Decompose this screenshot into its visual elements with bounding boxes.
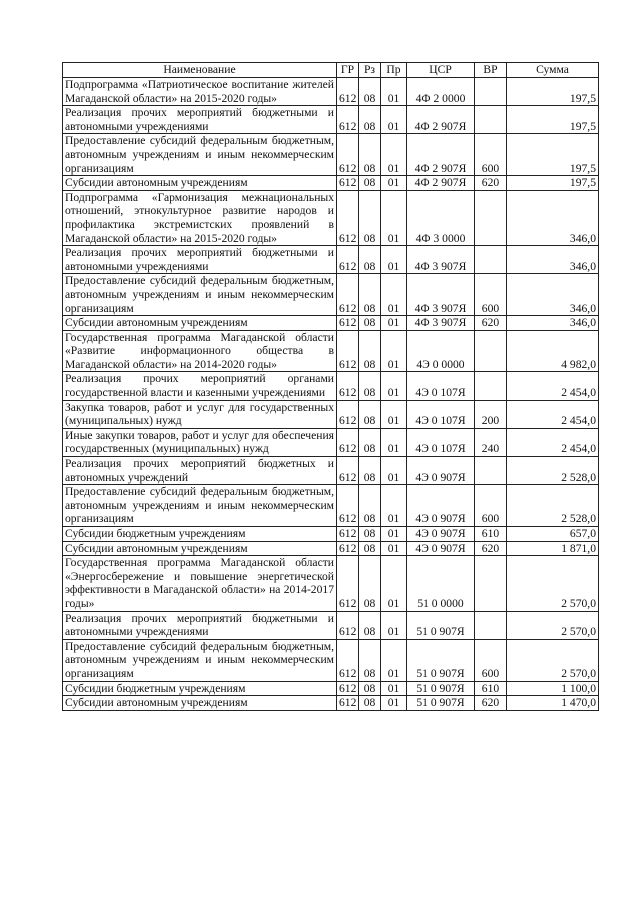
header-csr: ЦСР xyxy=(407,63,475,78)
cell-csr: 4Э 0 107Я xyxy=(407,372,475,400)
cell-csr: 51 0 907Я xyxy=(407,611,475,639)
cell-rz: 08 xyxy=(359,106,381,134)
cell-pr: 01 xyxy=(381,316,407,331)
cell-vr xyxy=(475,78,507,106)
cell-sum: 197,5 xyxy=(507,106,599,134)
cell-pr: 01 xyxy=(381,274,407,316)
table-row xyxy=(63,485,599,527)
cell-sum: 2 528,0 xyxy=(507,457,599,485)
cell-rz: 08 xyxy=(359,190,381,245)
cell-vr: 600 xyxy=(475,134,507,176)
cell-pr: 01 xyxy=(381,134,407,176)
table-body xyxy=(63,78,599,711)
cell-name: Субсидии бюджетным учреждениям xyxy=(63,681,337,696)
cell-vr: 600 xyxy=(475,485,507,527)
cell-rz: 08 xyxy=(359,316,381,331)
cell-gr: 612 xyxy=(337,696,359,711)
cell-gr: 612 xyxy=(337,330,359,372)
cell-csr: 51 0 0000 xyxy=(407,556,475,611)
cell-name: Реализация прочих мероприятий бюджетными и автономными учреждениями xyxy=(63,246,337,274)
cell-csr: 51 0 907Я xyxy=(407,696,475,711)
cell-name: Субсидии автономным учреждениям xyxy=(63,176,337,191)
cell-vr xyxy=(475,246,507,274)
cell-pr: 01 xyxy=(381,556,407,611)
cell-vr: 240 xyxy=(475,428,507,456)
cell-pr: 01 xyxy=(381,106,407,134)
cell-csr: 4Ф 3 907Я xyxy=(407,316,475,331)
header-gr: ГР xyxy=(337,63,359,78)
cell-name: Предоставление субсидий федеральным бюджетным, автономным учреждениям и иным некоммерческим организациям xyxy=(63,485,337,527)
cell-csr: 4Ф 2 907Я xyxy=(407,176,475,191)
cell-vr xyxy=(475,556,507,611)
cell-name: Предоставление субсидий федеральным бюджетным, автономным учреждениям и иным некоммерческим организациям xyxy=(63,274,337,316)
cell-pr: 01 xyxy=(381,485,407,527)
cell-sum: 4 982,0 xyxy=(507,330,599,372)
cell-csr: 4Ф 2 907Я xyxy=(407,106,475,134)
cell-sum: 346,0 xyxy=(507,246,599,274)
cell-sum: 2 570,0 xyxy=(507,556,599,611)
table-row xyxy=(63,527,599,542)
cell-vr: 610 xyxy=(475,681,507,696)
cell-vr: 610 xyxy=(475,527,507,542)
table-row xyxy=(63,372,599,400)
cell-rz: 08 xyxy=(359,541,381,556)
cell-vr xyxy=(475,106,507,134)
cell-name: Подпрограмма «Патриотическое воспитание жителей Магаданской области» на 2015-2020 годы» xyxy=(63,78,337,106)
table-header xyxy=(63,63,599,78)
table-row xyxy=(63,106,599,134)
cell-name: Подпрограмма «Гармонизация межнациональных отношений, этнокультурное развитие народов и профилактика экстремистских проявлений в Магаданской области» на 2015-2020 годы» xyxy=(63,190,337,245)
cell-name: Реализация прочих мероприятий бюджетными и автономными учреждениями xyxy=(63,611,337,639)
table-row xyxy=(63,457,599,485)
cell-csr: 4Ф 3 907Я xyxy=(407,274,475,316)
cell-gr: 612 xyxy=(337,556,359,611)
header-pr: Пр xyxy=(381,63,407,78)
cell-name: Государственная программа Магаданской области «Развитие информационного общества в Магаданской области» на 2014-2020 годы» xyxy=(63,330,337,372)
cell-pr: 01 xyxy=(381,190,407,245)
table-row xyxy=(63,78,599,106)
cell-name: Предоставление субсидий федеральным бюджетным, автономным учреждениям и иным некоммерческим организациям xyxy=(63,134,337,176)
cell-csr: 4Э 0 907Я xyxy=(407,457,475,485)
cell-sum: 2 454,0 xyxy=(507,400,599,428)
cell-vr xyxy=(475,611,507,639)
cell-vr: 200 xyxy=(475,400,507,428)
cell-vr: 620 xyxy=(475,316,507,331)
cell-vr: 620 xyxy=(475,696,507,711)
cell-vr: 600 xyxy=(475,274,507,316)
table-row xyxy=(63,556,599,611)
cell-sum: 346,0 xyxy=(507,274,599,316)
cell-sum: 346,0 xyxy=(507,190,599,245)
cell-vr xyxy=(475,190,507,245)
cell-csr: 4Ф 2 907Я xyxy=(407,134,475,176)
cell-gr: 612 xyxy=(337,611,359,639)
cell-pr: 01 xyxy=(381,527,407,542)
cell-rz: 08 xyxy=(359,78,381,106)
cell-sum: 2 570,0 xyxy=(507,639,599,681)
cell-pr: 01 xyxy=(381,611,407,639)
cell-vr xyxy=(475,330,507,372)
cell-name: Субсидии бюджетным учреждениям xyxy=(63,527,337,542)
table-row xyxy=(63,428,599,456)
cell-name: Реализация прочих мероприятий бюджетными и автономными учреждениями xyxy=(63,106,337,134)
cell-rz: 08 xyxy=(359,246,381,274)
cell-csr: 4Э 0 0000 xyxy=(407,330,475,372)
cell-gr: 612 xyxy=(337,527,359,542)
cell-rz: 08 xyxy=(359,457,381,485)
cell-sum: 197,5 xyxy=(507,78,599,106)
table-row xyxy=(63,330,599,372)
cell-vr xyxy=(475,457,507,485)
table-row xyxy=(63,190,599,245)
cell-name: Государственная программа Магаданской области «Энергосбережение и повышение энергетической эффективности в Магаданской области» на 2014-2017 годы» xyxy=(63,556,337,611)
cell-gr: 612 xyxy=(337,176,359,191)
cell-csr: 4Э 0 907Я xyxy=(407,541,475,556)
cell-sum: 1 871,0 xyxy=(507,541,599,556)
cell-sum: 1 100,0 xyxy=(507,681,599,696)
cell-gr: 612 xyxy=(337,457,359,485)
cell-name: Предоставление субсидий федеральным бюджетным, автономным учреждениям и иным некоммерческим организациям xyxy=(63,639,337,681)
cell-pr: 01 xyxy=(381,246,407,274)
cell-pr: 01 xyxy=(381,639,407,681)
cell-csr: 4Э 0 907Я xyxy=(407,485,475,527)
header-row xyxy=(63,63,599,78)
table-row xyxy=(63,176,599,191)
table-row xyxy=(63,611,599,639)
table-row xyxy=(63,274,599,316)
cell-rz: 08 xyxy=(359,330,381,372)
cell-gr: 612 xyxy=(337,246,359,274)
cell-vr: 620 xyxy=(475,176,507,191)
table-row xyxy=(63,681,599,696)
header-name: Наименование xyxy=(63,63,337,78)
cell-rz: 08 xyxy=(359,134,381,176)
cell-rz: 08 xyxy=(359,611,381,639)
cell-vr xyxy=(475,372,507,400)
cell-rz: 08 xyxy=(359,372,381,400)
cell-sum: 2 570,0 xyxy=(507,611,599,639)
cell-sum: 197,5 xyxy=(507,134,599,176)
cell-gr: 612 xyxy=(337,274,359,316)
cell-rz: 08 xyxy=(359,176,381,191)
cell-pr: 01 xyxy=(381,681,407,696)
cell-pr: 01 xyxy=(381,176,407,191)
cell-name: Закупка товаров, работ и услуг для государственных (муниципальных) нужд xyxy=(63,400,337,428)
cell-pr: 01 xyxy=(381,457,407,485)
cell-pr: 01 xyxy=(381,330,407,372)
cell-gr: 612 xyxy=(337,78,359,106)
table-row xyxy=(63,400,599,428)
header-rz: Рз xyxy=(359,63,381,78)
cell-pr: 01 xyxy=(381,541,407,556)
cell-rz: 08 xyxy=(359,681,381,696)
cell-gr: 612 xyxy=(337,106,359,134)
cell-csr: 4Э 0 107Я xyxy=(407,428,475,456)
cell-pr: 01 xyxy=(381,78,407,106)
cell-rz: 08 xyxy=(359,556,381,611)
cell-gr: 612 xyxy=(337,372,359,400)
cell-rz: 08 xyxy=(359,274,381,316)
cell-sum: 2 454,0 xyxy=(507,428,599,456)
cell-vr: 620 xyxy=(475,541,507,556)
cell-name: Субсидии автономным учреждениям xyxy=(63,316,337,331)
cell-pr: 01 xyxy=(381,372,407,400)
header-sum: Сумма xyxy=(507,63,599,78)
cell-csr: 4Ф 3 0000 xyxy=(407,190,475,245)
cell-name: Субсидии автономным учреждениям xyxy=(63,541,337,556)
cell-gr: 612 xyxy=(337,316,359,331)
header-vr: ВР xyxy=(475,63,507,78)
cell-sum: 1 470,0 xyxy=(507,696,599,711)
cell-rz: 08 xyxy=(359,639,381,681)
cell-csr: 51 0 907Я xyxy=(407,681,475,696)
cell-csr: 4Э 0 107Я xyxy=(407,400,475,428)
cell-name: Иные закупки товаров, работ и услуг для обеспечения государственных (муниципальных) нужд xyxy=(63,428,337,456)
cell-rz: 08 xyxy=(359,527,381,542)
cell-gr: 612 xyxy=(337,639,359,681)
cell-gr: 612 xyxy=(337,400,359,428)
table-row xyxy=(63,541,599,556)
cell-sum: 2 528,0 xyxy=(507,485,599,527)
cell-csr: 4Э 0 907Я xyxy=(407,527,475,542)
cell-rz: 08 xyxy=(359,485,381,527)
cell-csr: 4Ф 2 0000 xyxy=(407,78,475,106)
table-row xyxy=(63,316,599,331)
cell-gr: 612 xyxy=(337,681,359,696)
cell-gr: 612 xyxy=(337,190,359,245)
cell-gr: 612 xyxy=(337,541,359,556)
table-row xyxy=(63,696,599,711)
budget-table xyxy=(62,62,599,711)
cell-gr: 612 xyxy=(337,428,359,456)
cell-pr: 01 xyxy=(381,696,407,711)
cell-rz: 08 xyxy=(359,696,381,711)
cell-sum: 2 454,0 xyxy=(507,372,599,400)
cell-gr: 612 xyxy=(337,134,359,176)
cell-name: Субсидии автономным учреждениям xyxy=(63,696,337,711)
cell-pr: 01 xyxy=(381,400,407,428)
cell-vr: 600 xyxy=(475,639,507,681)
cell-csr: 4Ф 3 907Я xyxy=(407,246,475,274)
table-row xyxy=(63,134,599,176)
cell-pr: 01 xyxy=(381,428,407,456)
cell-csr: 51 0 907Я xyxy=(407,639,475,681)
table-row xyxy=(63,639,599,681)
table-row xyxy=(63,246,599,274)
cell-rz: 08 xyxy=(359,400,381,428)
cell-sum: 346,0 xyxy=(507,316,599,331)
cell-name: Реализация прочих мероприятий органами государственной власти и казенными учреждениями xyxy=(63,372,337,400)
cell-sum: 197,5 xyxy=(507,176,599,191)
cell-name: Реализация прочих мероприятий бюджетных и автономных учреждений xyxy=(63,457,337,485)
cell-rz: 08 xyxy=(359,428,381,456)
cell-gr: 612 xyxy=(337,485,359,527)
cell-sum: 657,0 xyxy=(507,527,599,542)
